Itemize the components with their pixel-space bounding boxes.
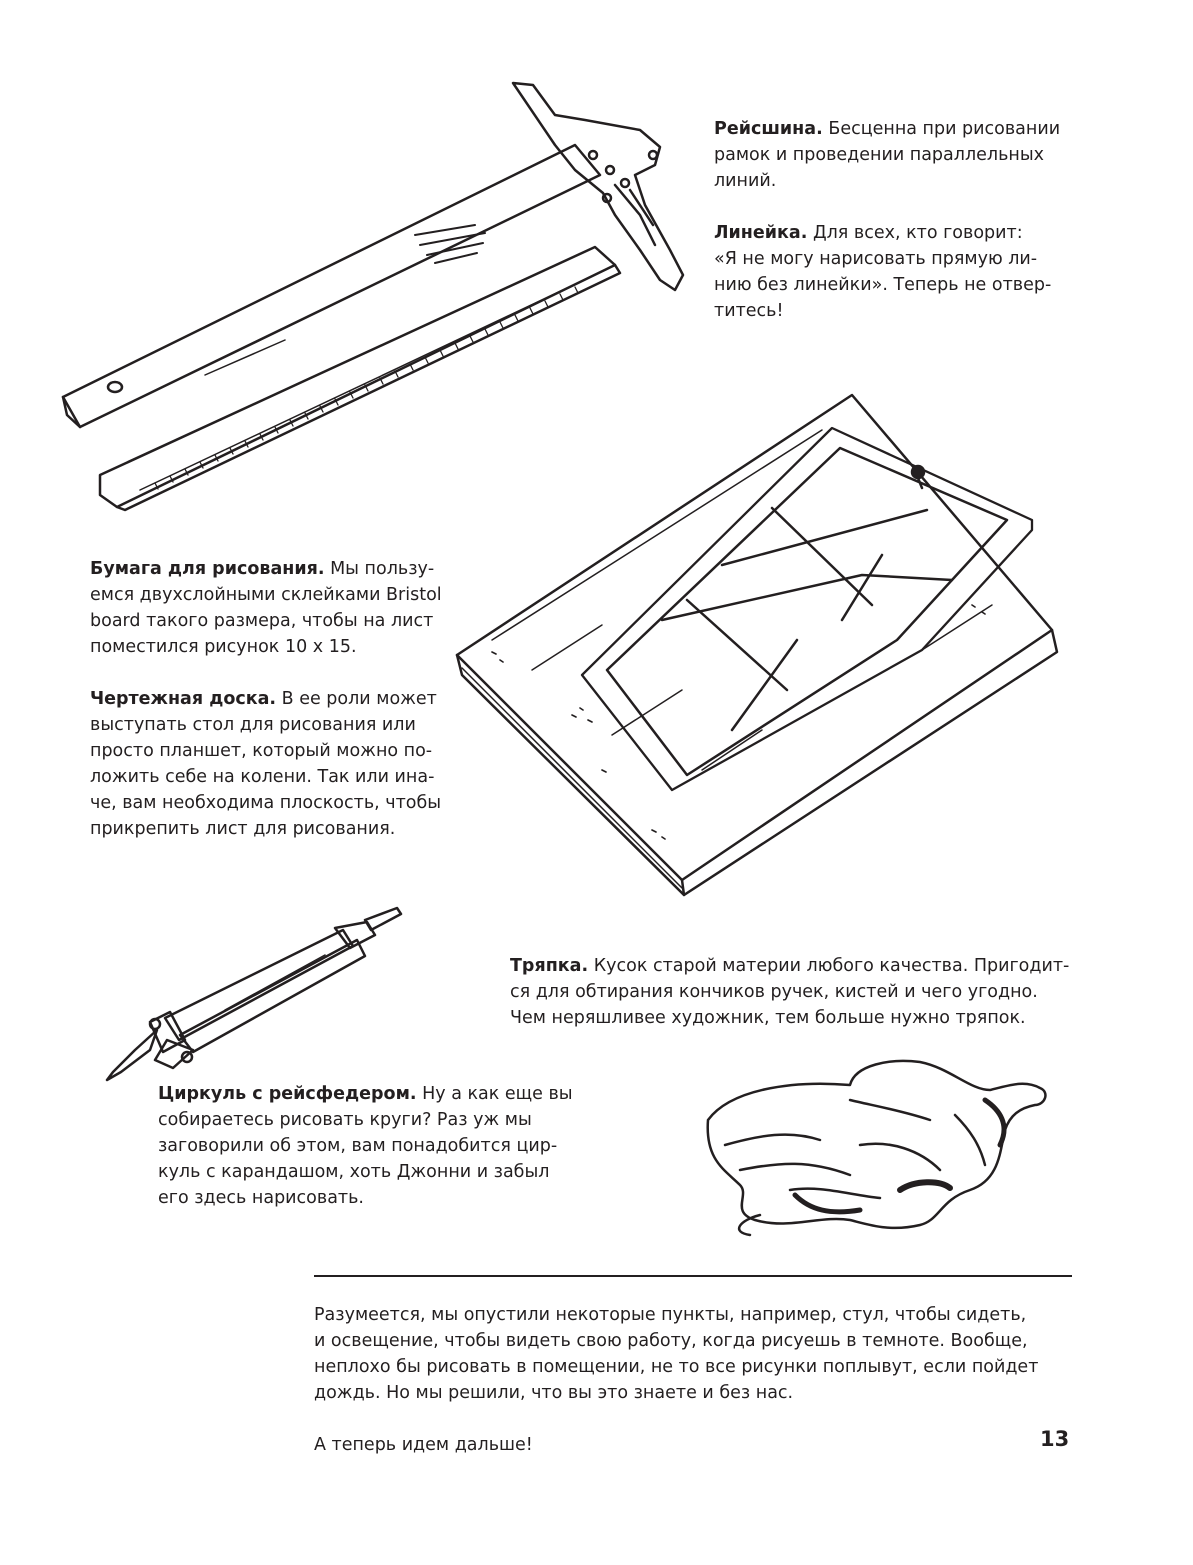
tsquare-paragraph: Рейсшина. Бесценна при рисовании рамок и проведении параллельных линий. [714,119,1061,191]
rag-term: Тряпка. [510,956,589,976]
ruler-term: Линейка. [714,223,808,243]
closing-line: А теперь идем дальше! [314,1435,533,1455]
board-term: Чертежная доска. [90,689,277,709]
paper-term: Бумага для рисования. [90,559,325,579]
tsquare-ruler-text [714,116,1074,324]
paper-paragraph: Бумага для рисования. Мы пользу- емся двухслойными склейками Bristol board такого размера, чтобы на лист поместился рисунок 10 х 15. [90,559,442,657]
footer-text [314,1302,1074,1458]
horizontal-rule [314,1275,1072,1277]
drawing-board-icon [452,390,1092,890]
compass-paragraph: Циркуль с рейсфедером. Ну а как еще вы собираетесь рисовать круги? Раз уж мы заговорили об этом, вам понадобится цир- куль с карандашом, хоть Джонни и забыл его здесь нарисовать. [158,1084,573,1208]
compass-term: Циркуль с рейсфедером. [158,1084,417,1104]
page-number: 13 [1040,1427,1070,1451]
board-paragraph: Чертежная доска. В ее роли может выступать стол для рисования или просто планшет, который можно по- ложить себе на колени. Так или ина- че, вам необходима плоскость, чтобы прикрепить лист для рисования. [90,689,442,839]
paper-board-text [90,556,450,842]
tsquare-term: Рейсшина. [714,119,823,139]
compass-text [158,1081,578,1211]
rag-text [510,953,1080,1031]
ruler-paragraph: Линейка. Для всех, кто говорит: «Я не могу нарисовать прямую ли- нию без линейки». Теперь не отвер- титесь! [714,223,1052,321]
rag-icon [700,1050,1060,1240]
rag-paragraph: Тряпка. Кусок старой материи любого качества. Пригодит- ся для обтирания кончиков ручек, кистей и чего угодно. Чем неряшливее художник, тем больше нужно тряпок. [510,956,1070,1028]
compass-icon [95,900,415,1100]
footer-paragraph: Разумеется, мы опустили некоторые пункты, например, стул, чтобы сидеть, и освещение, чтобы видеть свою работу, когда рисуешь в темноте. Вообще, неплохо бы рисовать в помещении, не то все рисунки поплывут, если пойдет дождь. Но мы решили, что вы это знаете и без нас. [314,1305,1039,1403]
